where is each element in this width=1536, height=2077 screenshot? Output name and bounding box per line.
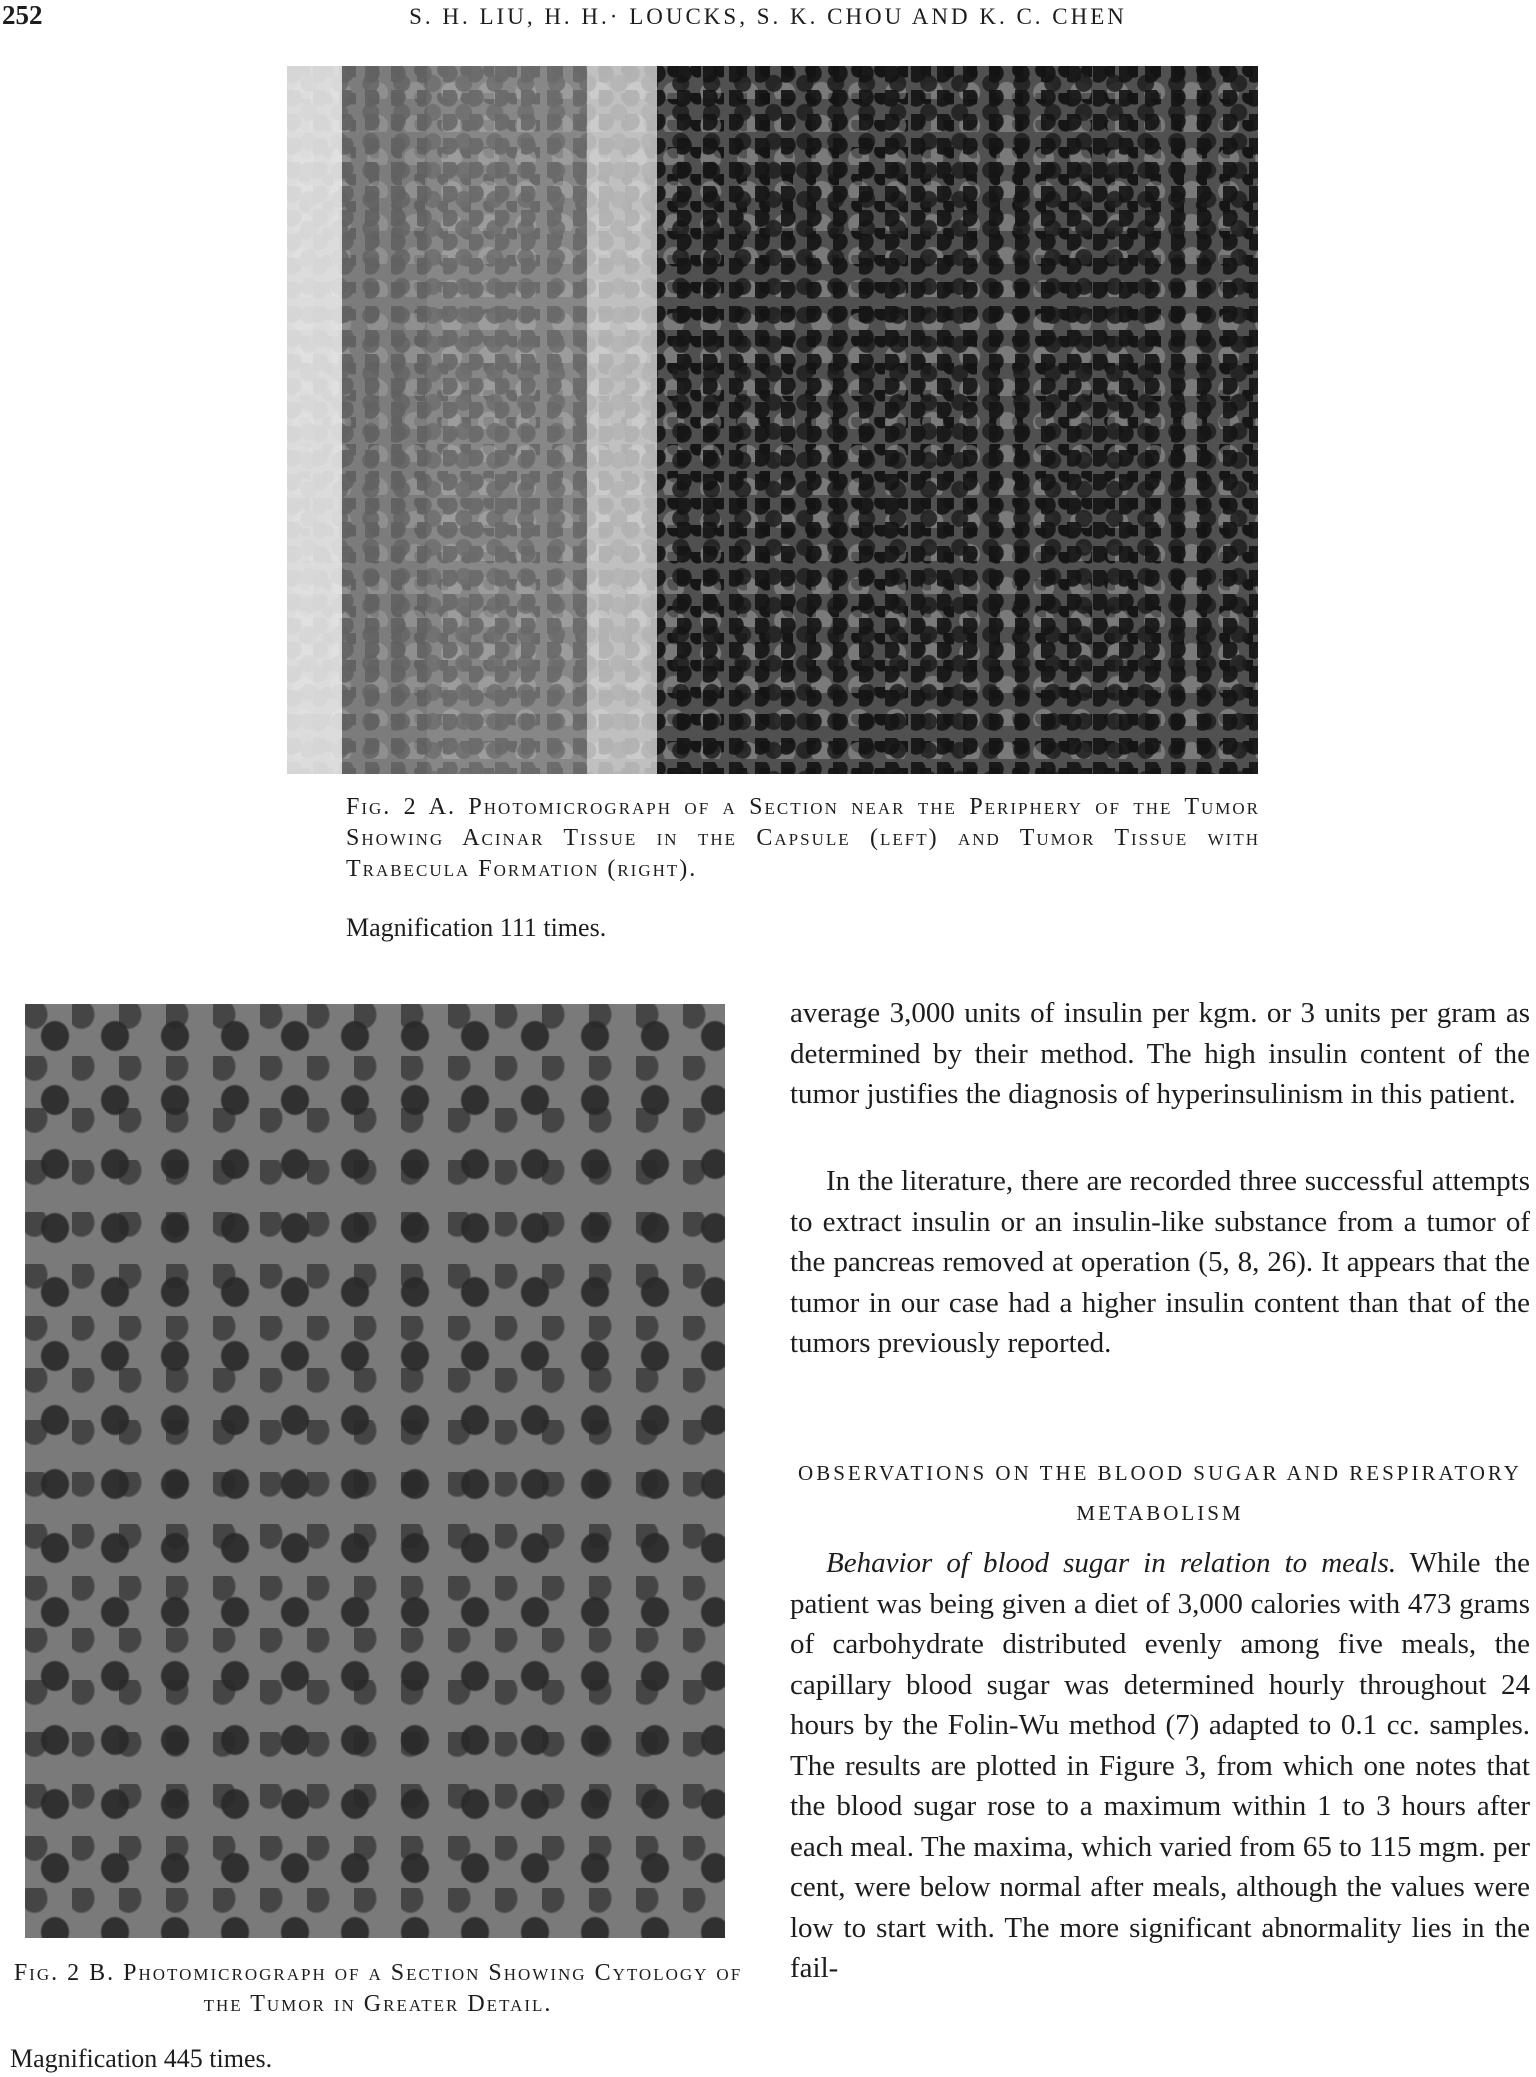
running-head-authors: S. H. LIU, H. H.· LOUCKS, S. K. CHOU AND K. C. CHEN <box>409 4 1127 29</box>
figure-2b-magnification: Magnification 445 times. <box>10 2044 273 2073</box>
figure-2a-caption: Fig. 2 A. Photomicrograph of a Section near the Periphery of the Tumor Showing Acinar Tissue in the Capsule (left) and Tumor Tissue with Trabecula Formation (right). <box>346 794 1260 882</box>
capsule-tissue-region <box>287 66 657 774</box>
paragraph-3-text: While the patient was being given a diet of 3,000 calories with 473 grams of carbohydrate distributed evenly among five meals, the capillary blood sugar was determined hourly throughout 24 hours by the Folin-Wu method (7) adapted to 0.1 cc. samples. The results are plotted in Figure 3, from which one notes that the blood sugar rose to a maximum within 1 to 3 hours after each meal. The maxima, which varied from 65 to 115 mgm. per cent, were below normal after meals, although the values were low to start with. The more significant abnormality lies in the fail- <box>790 1547 1530 1984</box>
section-heading: OBSERVATIONS ON THE BLOOD SUGAR AND RESPIRATORY METABOLISM <box>798 1461 1522 1525</box>
body-paragraph-2: In the literature, there are recorded three successful attempts to extract insulin or an insulin-like substance from a tumor of the pancreas removed at operation (5, 8, 26). It appears that the tumor in our case had a higher insulin content than that of the tumors previously reported. <box>790 1165 1530 1359</box>
body-paragraph-3 <box>790 1543 1530 2077</box>
figure-2b-caption: Fig. 2 B. Photomicrograph of a Section Showing Cytology of the Tumor in Greater Detail. <box>13 1960 743 2017</box>
page-number: 252 <box>2 0 43 30</box>
photomicrograph-figure-2a <box>287 66 1258 774</box>
figure-2a-magnification: Magnification 111 times. <box>346 913 607 942</box>
body-paragraph-1: average 3,000 units of insulin per kgm. or 3 units per gram as determined by their method. The high insulin content of the tumor justifies the diagnosis of hyperinsulinism in this patient. <box>790 997 1530 1110</box>
photomicrograph-figure-2b <box>25 1004 725 1938</box>
paragraph-3-lead: Behavior of blood sugar in relation to meals. <box>826 1547 1397 1579</box>
